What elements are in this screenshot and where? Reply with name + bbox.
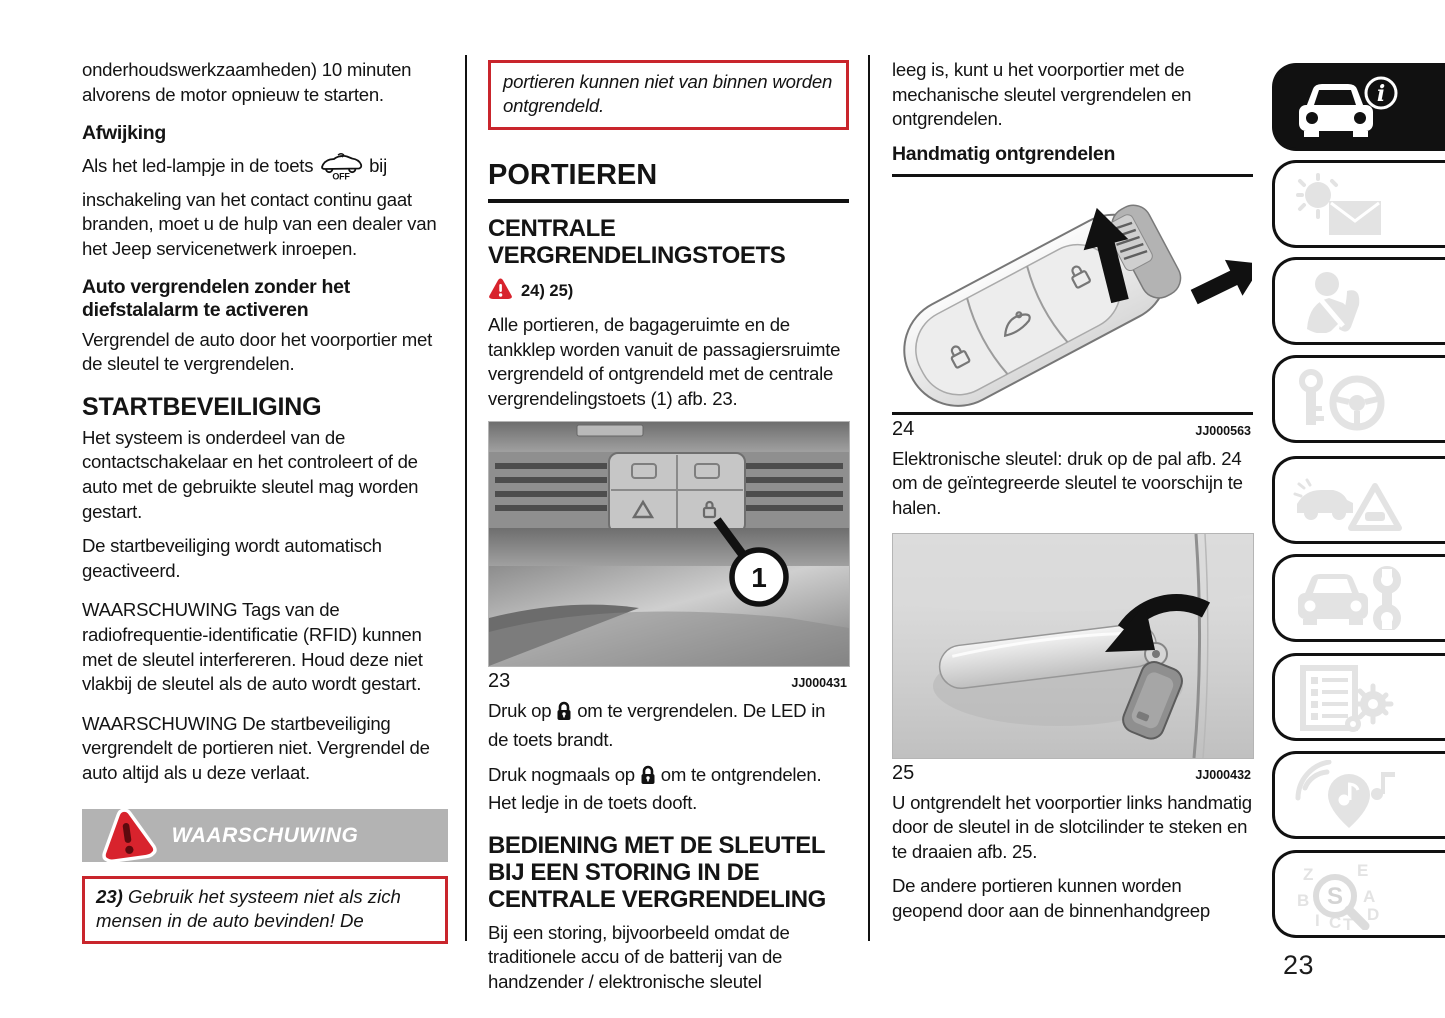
svg-text:OFF: OFF xyxy=(332,171,350,182)
figure-code: JJ000432 xyxy=(1195,767,1251,782)
svg-text:Z: Z xyxy=(1303,865,1314,884)
paragraph xyxy=(488,699,849,752)
text-run: Druk nogmaals op xyxy=(488,763,635,785)
section-heading-afwijking: Afwijking xyxy=(82,122,166,145)
page-number: 23 xyxy=(1283,950,1315,980)
paragraph xyxy=(82,150,448,261)
lock-icon xyxy=(556,701,572,728)
service-maintenance-icon xyxy=(1291,566,1409,630)
alert-box: portieren kunnen niet van binnen worden ontgrendeld. xyxy=(488,60,849,130)
sidebar-tab-dashboard-lights[interactable] xyxy=(1272,160,1445,248)
car-off-icon xyxy=(318,150,364,188)
text-run: om te ontgrendelen. Het ledje in de toets dooft. xyxy=(488,763,822,814)
text-run: bij inschakeling van het contact continu gaat branden, moet u de hulp van een dealer van het Jeep servicenetwerk inroepen. xyxy=(82,155,437,259)
paragraph: U ontgrendelt het voorportier links handmatig door de sleutel in de slotcilinder te steken en te draaien afb. 25. xyxy=(892,791,1252,862)
dashboard-photo xyxy=(488,421,850,667)
svg-text:i: i xyxy=(1376,81,1386,107)
multimedia-icon xyxy=(1291,760,1403,830)
paragraph: Bij een storing, bijvoorbeeld omdat de traditionele accu of de batterij van de handzender / elektronische sleutel xyxy=(488,921,790,992)
dashboard-lights-messages-icon xyxy=(1291,173,1403,235)
section-heading-lock: Auto vergrendelen zonder het diefstalalarm te activeren xyxy=(82,275,350,322)
svg-text:A: A xyxy=(1363,887,1376,906)
svg-text:E: E xyxy=(1357,861,1369,880)
sidebar-tab-emergency[interactable] xyxy=(1272,456,1445,544)
paragraph: De startbeveiliging wordt automatisch geactiveerd. xyxy=(82,535,382,581)
right-column xyxy=(892,58,1253,934)
note-box xyxy=(82,876,448,944)
warning-banner xyxy=(82,809,448,862)
svg-text:B: B xyxy=(1297,891,1310,910)
figure-25 xyxy=(892,533,1253,785)
warning-banner-label: WAARSCHUWING xyxy=(171,823,359,847)
paragraph: Alle portieren, de bagageruimte en de tankklep worden vanuit de passagiersruimte vergrendeld of ontgrendeld met de centrale vergrendelingstoets (1) afb. 23. xyxy=(488,314,841,409)
sidebar-tab-safety[interactable] xyxy=(1272,257,1445,345)
reference-line xyxy=(488,277,849,305)
section-heading-bediening: BEDIENING MET DE SLEUTEL BIJ EEN STORING IN DE CENTRALE VERGRENDELING xyxy=(488,831,826,913)
svg-text:T: T xyxy=(1343,915,1354,930)
figure-number: 23 xyxy=(488,670,511,693)
paragraph: Het systeem is onderdeel van de contactschakelaar en het controleert of de auto met de gebruikte sleutel mag worden gestart. xyxy=(82,426,419,522)
paragraph: De andere portieren kunnen worden geopend door aan de binnenhandgreep xyxy=(892,875,1210,921)
technical-data-icon xyxy=(1291,662,1403,732)
sidebar-tab-technical-data[interactable] xyxy=(1272,653,1445,741)
figure-code: JJ000431 xyxy=(791,676,847,691)
paragraph: onderhoudswerkzaamheden) 10 minuten alvorens de motor opnieuw te starten. xyxy=(82,59,412,105)
warning-triangle-icon xyxy=(94,804,160,871)
figure-caption xyxy=(892,762,1251,785)
note-text: Gebruik het systeem niet als zich mensen in de auto bevinden! De xyxy=(96,886,401,932)
figure-number: 25 xyxy=(892,761,915,784)
svg-text:1: 1 xyxy=(751,562,767,594)
sidebar-tab-multimedia[interactable] xyxy=(1272,751,1445,839)
figure-code: JJ000563 xyxy=(1195,423,1251,438)
middle-column xyxy=(488,58,849,1005)
safety-seatbelt-icon xyxy=(1291,269,1403,333)
column-divider xyxy=(465,55,467,941)
column-divider xyxy=(868,55,870,941)
paragraph: leeg is, kunt u het voorportier met de mechanische sleutel vergrendelen en ontgrendelen. xyxy=(892,59,1192,130)
section-heading-handmatig: Handmatig ontgrendelen xyxy=(892,142,1116,165)
svg-text:C: C xyxy=(1329,913,1342,930)
section-heading-centrale: CENTRALE VERGRENDELINGSTOETS xyxy=(488,215,786,269)
door-handle-photo xyxy=(892,533,1254,759)
figure-caption xyxy=(892,418,1251,441)
note-number: 23) xyxy=(96,886,123,908)
figure-24 xyxy=(892,174,1253,415)
paragraph: Elektronische sleutel: druk op de pal afb. 24 om de geïntegreerde sleutel te voorschijn te halen. xyxy=(892,447,1243,518)
alphabetical-index-icon xyxy=(1291,858,1403,930)
reference-numbers: 24) 25) xyxy=(521,281,574,300)
svg-text:D: D xyxy=(1367,905,1380,924)
text-run: Druk op xyxy=(488,700,552,722)
text-run: Als het led-lampje in de toets xyxy=(82,155,314,177)
chapter-heading-portieren: PORTIEREN xyxy=(488,160,849,203)
starting-driving-icon xyxy=(1291,366,1403,432)
warning-triangle-small-icon xyxy=(488,277,513,305)
left-column xyxy=(82,58,448,944)
paragraph xyxy=(488,763,849,816)
sidebar-tab-starting-driving[interactable] xyxy=(1272,355,1445,443)
key-fob-drawing xyxy=(892,177,1252,407)
vehicle-info-icon xyxy=(1291,76,1403,138)
svg-text:S: S xyxy=(1326,883,1344,910)
figure-caption xyxy=(488,670,847,693)
sidebar-tab-service[interactable] xyxy=(1272,554,1445,642)
lock-icon xyxy=(640,765,656,792)
figure-23 xyxy=(488,421,849,693)
emergency-icon xyxy=(1291,468,1409,532)
section-heading-startbeveiliging: STARTBEVEILIGING xyxy=(82,392,322,421)
svg-text:I: I xyxy=(1315,911,1320,930)
figure-number: 24 xyxy=(892,417,915,440)
paragraph: WAARSCHUWING De startbeveiliging vergrendelt de portieren niet. Vergrendel de auto altijd als u deze verlaat. xyxy=(82,712,430,783)
paragraph: Vergrendel de auto door het voorportier met de sleutel te vergrendelen. xyxy=(82,328,432,375)
sidebar-tab-index[interactable] xyxy=(1272,850,1445,938)
paragraph: WAARSCHUWING Tags van de radiofrequentie-identificatie (RFID) kunnen met de sleutel interfereren. Houd deze niet vlakbij de sleutel als de auto wordt gestart. xyxy=(82,599,423,695)
sidebar-tab-vehicle-info[interactable] xyxy=(1272,63,1445,151)
text-run: om te vergrendelen. De LED in de toets brandt. xyxy=(488,700,826,750)
